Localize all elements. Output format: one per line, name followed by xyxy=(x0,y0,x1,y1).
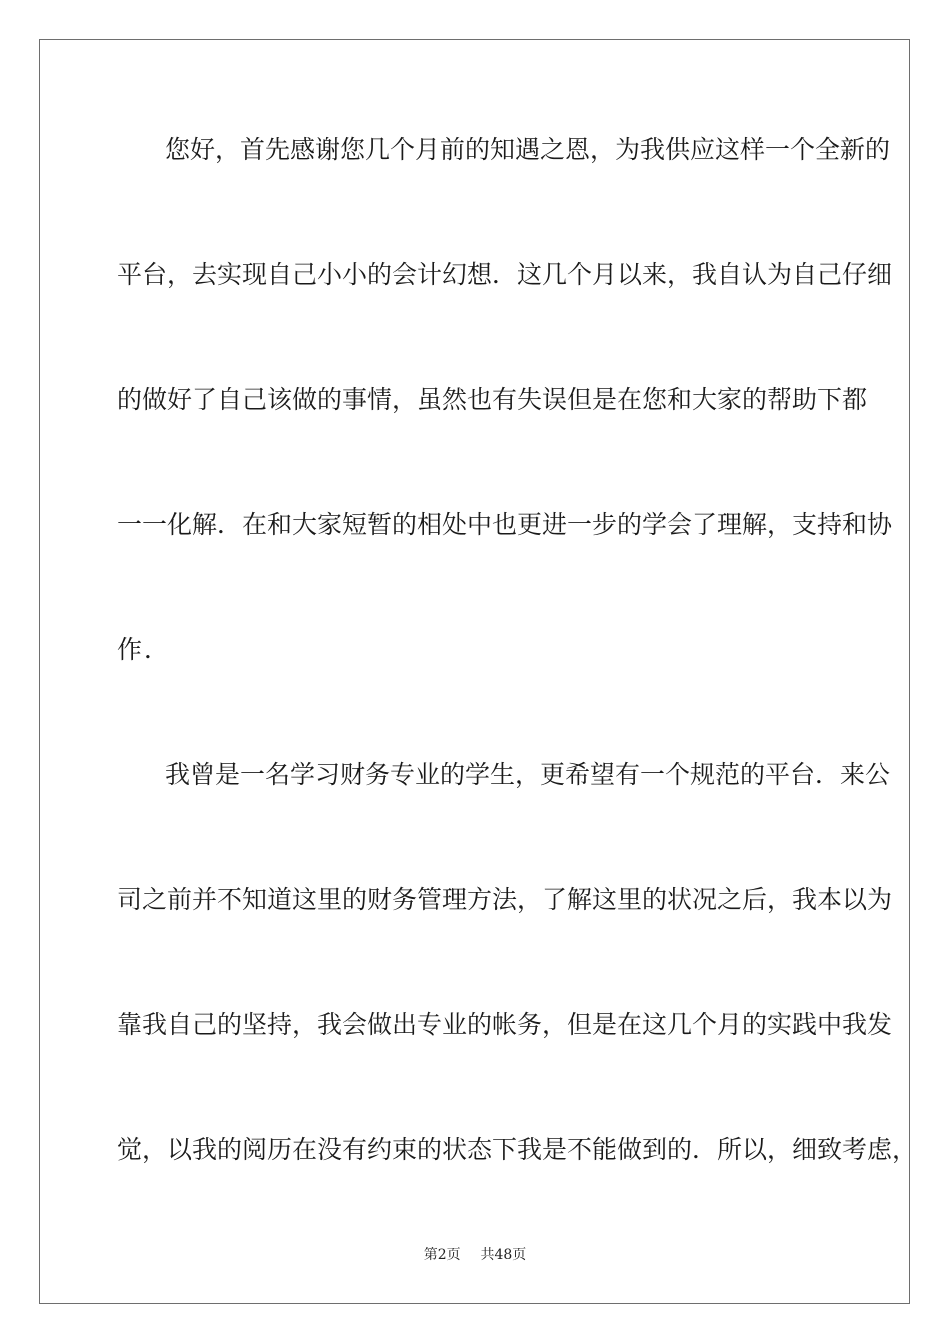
paragraph-2-line-1: 我曾是一名学习财务专业的学生，更希望有一个规范的平台．来公 xyxy=(165,760,891,789)
paragraph-2-line-4: 觉，以我的阅历在没有约束的状态下我是不能做到的．所以，细致考虑， xyxy=(117,1135,918,1164)
page-border xyxy=(39,39,918,1304)
page-total: 共48页 xyxy=(480,1247,527,1263)
paragraph-1-line-1: 您好，首先感谢您几个月前的知遇之恩，为我供应这样一个全新的 xyxy=(165,135,891,164)
paragraph-1-line-3: 的做好了自己该做的事情，虽然也有失误但是在您和大家的帮助下都 xyxy=(117,385,868,414)
paragraph-1-line-5: 作． xyxy=(117,635,172,664)
paragraph-1-line-4: 一一化解．在和大家短暂的相处中也更进一步的学会了理解，支持和协 xyxy=(117,510,893,539)
paragraph-2-line-2: 司之前并不知道这里的财务管理方法，了解这里的状况之后，我本以为 xyxy=(117,885,893,914)
paragraph-2-line-3: 靠我自己的坚持，我会做出专业的帐务，但是在这几个月的实践中我发 xyxy=(117,1010,893,1039)
page-footer xyxy=(0,1246,950,1264)
page-number: 第2页 xyxy=(423,1247,461,1263)
paragraph-1-line-2: 平台，去实现自己小小的会计幻想．这几个月以来，我自认为自己仔细 xyxy=(117,260,893,289)
